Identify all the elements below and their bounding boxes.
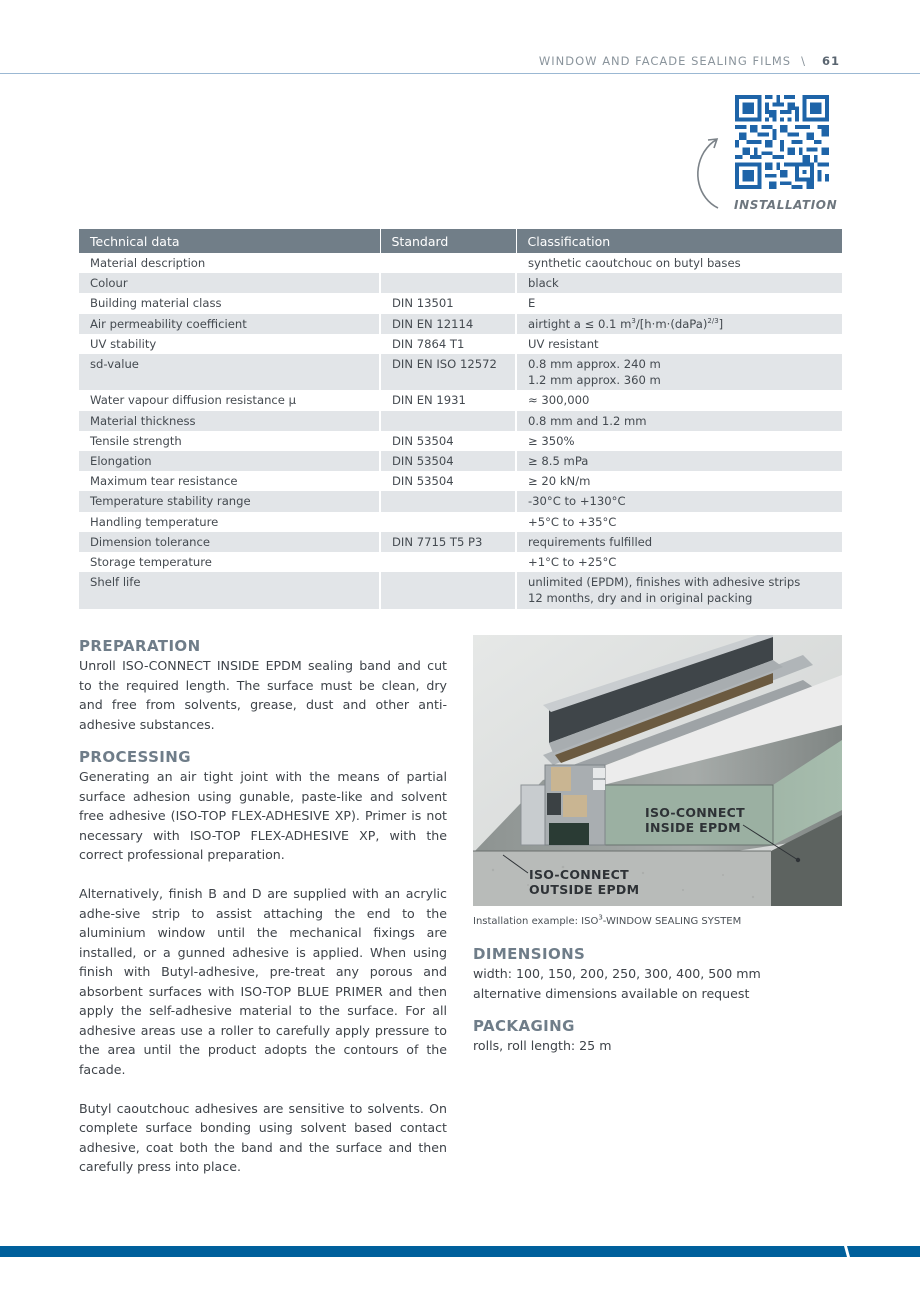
table-row (79, 471, 842, 491)
dimensions-heading: DIMENSIONS (473, 945, 586, 963)
processing-paragraph: Generating an air tight joint with the means of partial surface adhesion using gunable, paste-like and solvent free adhesive (ISO-TOP FLEX-ADHESIVE XP). Primer is not necessary with ISO-TOP FLEX-ADHESIVE XP, with the correct professional preparation. (79, 769, 447, 862)
classification-text: /[h·m·(daPa) (635, 316, 708, 331)
processing-heading: PROCESSING (79, 748, 191, 766)
label-line: INSIDE EPDM (645, 820, 741, 835)
classification-cell: ≈ 300,000 (516, 390, 842, 410)
right-column (473, 635, 842, 1056)
classification-cell: +1°C to +25°C (516, 552, 842, 572)
standard-cell (380, 273, 516, 293)
standard-cell (380, 253, 516, 273)
table-row (79, 532, 842, 552)
table-row (79, 552, 842, 572)
standard-cell (380, 512, 516, 532)
standard-cell: DIN 13501 (380, 293, 516, 313)
classification-cell: synthetic caoutchouc on butyl bases (516, 253, 842, 273)
label-line: OUTSIDE EPDM (529, 882, 640, 897)
property-cell: sd-value (79, 354, 380, 390)
superscript: 3 (631, 316, 636, 325)
table-row (79, 451, 842, 471)
qr-label: INSTALLATION (734, 198, 838, 212)
column-header-standard: Standard (380, 229, 516, 253)
property-cell: Handling temperature (79, 512, 380, 532)
curved-arrow-icon (690, 132, 735, 212)
figure-caption (473, 915, 842, 929)
standard-cell: DIN 7864 T1 (380, 334, 516, 354)
superscript: 3 (598, 913, 603, 922)
property-cell: Temperature stability range (79, 491, 380, 511)
property-cell: Elongation (79, 451, 380, 471)
footer-slash-icon (842, 1246, 852, 1257)
property-cell: Air permeability coefficient (79, 314, 380, 334)
standard-cell: DIN EN 12114 (380, 314, 516, 334)
property-cell: Maximum tear resistance (79, 471, 380, 491)
table-row (79, 334, 842, 354)
standard-cell: DIN 53504 (380, 431, 516, 451)
qr-code-icon[interactable] (735, 95, 829, 189)
classification-cell: UV resistant (516, 334, 842, 354)
property-cell: Shelf life (79, 572, 380, 608)
processing-paragraph: Butyl caoutchouc adhesives are sensitive to solvents. On complete surface bonding using solvent based contact adhesive, coat both the band and the surface and then carefully press into place. (79, 1100, 447, 1174)
section-title: WINDOW AND FACADE SEALING FILMS (538, 54, 792, 68)
table-row (79, 273, 842, 293)
qr-code-block (690, 92, 838, 217)
label-line: ISO-CONNECT (529, 867, 629, 882)
standard-cell (380, 491, 516, 511)
technical-data-table (79, 229, 842, 609)
standard-cell (380, 411, 516, 431)
property-cell: Water vapour diffusion resistance μ (79, 390, 380, 410)
classification-line: 0.8 mm approx. 240 m (528, 357, 661, 372)
classification-text: airtight a ≤ 0.1 m (528, 316, 632, 331)
table-row (79, 491, 842, 511)
property-cell: Building material class (79, 293, 380, 313)
classification-cell: 0.8 mm and 1.2 mm (516, 411, 842, 431)
left-column (79, 636, 447, 1177)
classification-cell: -30°C to +130°C (516, 491, 842, 511)
preparation-heading: PREPARATION (79, 637, 201, 655)
classification-cell (516, 314, 842, 334)
classification-text: ] (718, 316, 724, 331)
property-cell: Storage temperature (79, 552, 380, 572)
table-row (79, 253, 842, 273)
classification-cell (516, 572, 842, 608)
table-header-row (79, 229, 842, 253)
standard-cell: DIN 53504 (380, 451, 516, 471)
caption-text: -WINDOW SEALING SYSTEM (602, 916, 742, 927)
label-outside-epdm (529, 867, 639, 897)
classification-cell: E (516, 293, 842, 313)
dimensions-line: width: 100, 150, 200, 250, 300, 400, 500 mm (473, 966, 761, 981)
classification-cell: ≥ 350% (516, 431, 842, 451)
table-row (79, 572, 842, 608)
running-header (539, 54, 840, 68)
classification-cell: +5°C to +35°C (516, 512, 842, 532)
classification-line: 12 months, dry and in original packing (528, 591, 753, 606)
standard-cell (380, 572, 516, 608)
packaging-heading: PACKAGING (473, 1017, 575, 1035)
classification-cell (516, 354, 842, 390)
property-cell: Colour (79, 273, 380, 293)
table-row (79, 354, 842, 390)
table-row (79, 314, 842, 334)
header-separator: \ (801, 54, 806, 68)
label-inside-epdm (645, 805, 745, 835)
header-rule (0, 73, 920, 74)
standard-cell: DIN 7715 T5 P3 (380, 532, 516, 552)
classification-cell: requirements fulfilled (516, 532, 842, 552)
column-header-technical-data: Technical data (79, 229, 380, 253)
superscript: 2/3 (707, 316, 719, 325)
property-cell: Tensile strength (79, 431, 380, 451)
dimensions-line: alternative dimensions available on request (473, 985, 750, 1001)
footer-bar (0, 1246, 920, 1257)
processing-paragraph: Alternatively, finish B and D are supplied with an acrylic adhe-sive strip to assist attaching the end to the aluminium window until the mechanical fixings are installed, or a gunned adhesive is applied. When using finish with Butyl-adhesive, pre-treat any porous and absorbent surfaces with ISO-TOP BLUE PRIMER and then apply the self-adhesive material to the surface. For all adhesive areas use a roller to carefully apply pressure to the area until the product adopts the contours of the facade. (79, 886, 447, 1077)
property-cell: Material description (79, 253, 380, 273)
caption-text: Installation example: ISO (473, 916, 599, 927)
page-number: 61 (821, 54, 840, 68)
standard-cell: DIN EN ISO 12572 (380, 354, 516, 390)
packaging-line: rolls, roll length: 25 m (473, 1038, 612, 1053)
property-cell: UV stability (79, 334, 380, 354)
property-cell: Material thickness (79, 411, 380, 431)
classification-line: 1.2 mm approx. 360 m (528, 373, 661, 388)
standard-cell: DIN EN 1931 (380, 390, 516, 410)
classification-cell: ≥ 8.5 mPa (516, 451, 842, 471)
preparation-text: Unroll ISO-CONNECT INSIDE EPDM sealing band and cut to the required length. The surface must be clean, dry and free from solvents, grease, dust and other anti-adhesive substances. (79, 658, 447, 732)
classification-line: unlimited (EPDM), finishes with adhesive strips (528, 575, 801, 590)
table-row (79, 411, 842, 431)
standard-cell: DIN 53504 (380, 471, 516, 491)
table-row (79, 431, 842, 451)
table-row (79, 390, 842, 410)
label-line: ISO-CONNECT (645, 805, 745, 820)
classification-cell: ≥ 20 kN/m (516, 471, 842, 491)
table-row (79, 293, 842, 313)
table-row (79, 512, 842, 532)
property-cell: Dimension tolerance (79, 532, 380, 552)
standard-cell (380, 552, 516, 572)
column-header-classification: Classification (516, 229, 842, 253)
classification-cell: black (516, 273, 842, 293)
installation-illustration (473, 635, 842, 906)
window-sealing-diagram (473, 635, 842, 906)
